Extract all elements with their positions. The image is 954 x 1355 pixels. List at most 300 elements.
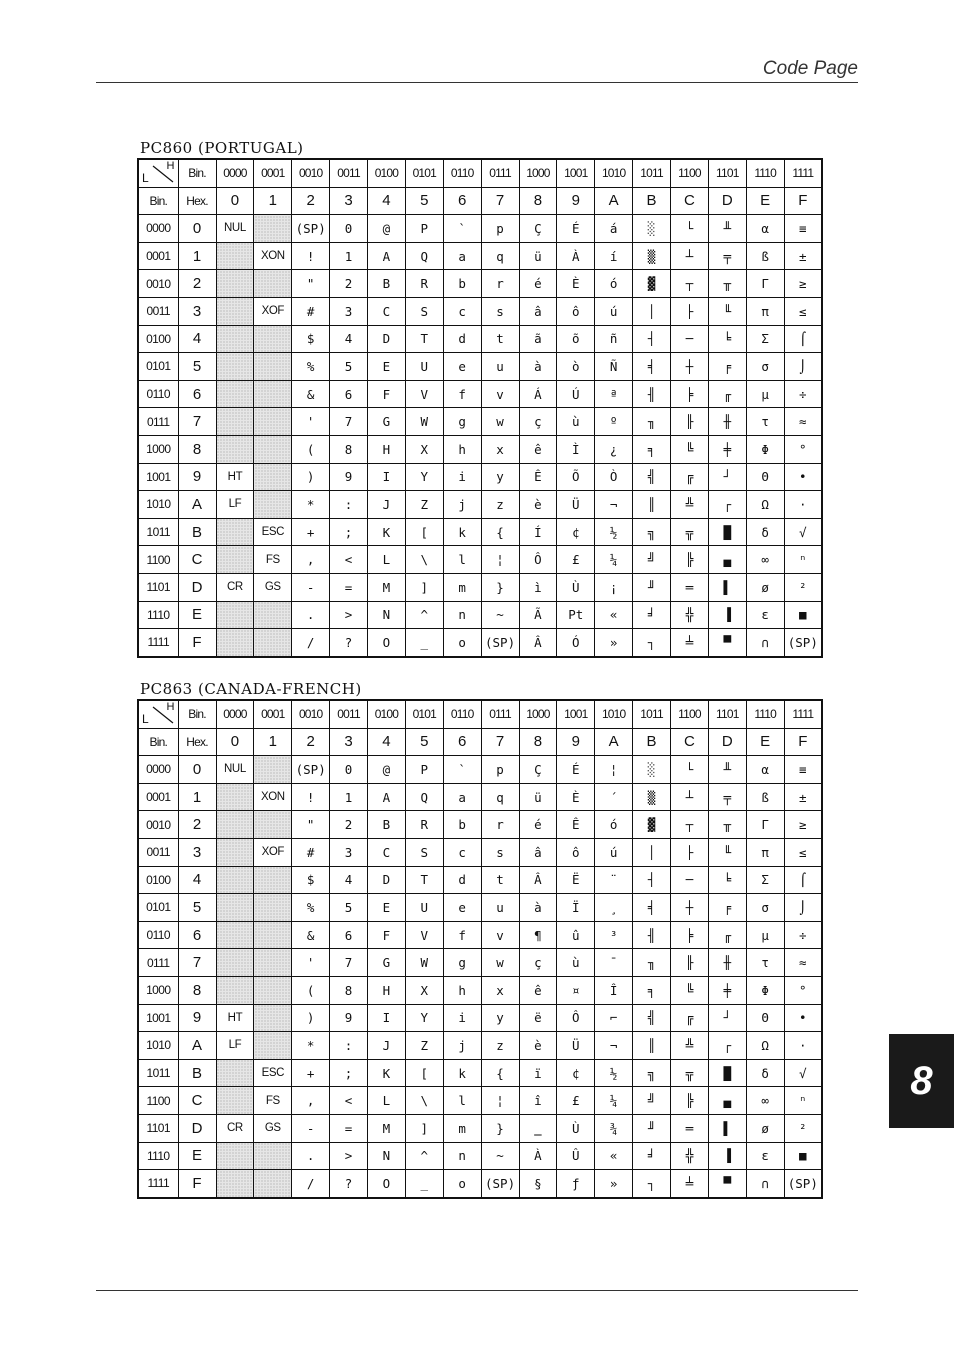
char-cell: ¼ (595, 1087, 633, 1115)
row-hex: C (178, 1087, 216, 1115)
char-cell: ) (292, 1004, 330, 1032)
char-cell (216, 629, 254, 657)
char-cell: ■ (784, 1142, 822, 1170)
char-cell: ┬ (671, 811, 709, 839)
char-cell: · (784, 491, 822, 519)
char-cell (216, 838, 254, 866)
table-row (138, 629, 822, 657)
char-cell: k (443, 1059, 481, 1087)
char-cell (216, 297, 254, 325)
char-cell: N (368, 601, 406, 629)
char-cell: \ (405, 546, 443, 574)
char-cell: τ (746, 949, 784, 977)
char-cell: ╨ (708, 215, 746, 243)
char-cell: d (443, 325, 481, 353)
char-cell (216, 270, 254, 298)
char-cell: GS (254, 573, 292, 601)
char-cell: FS (254, 546, 292, 574)
char-cell: w (481, 949, 519, 977)
char-cell: C (368, 297, 406, 325)
char-cell: ⁿ (784, 546, 822, 574)
char-cell: ▀ (708, 629, 746, 657)
char-cell: \ (405, 1087, 443, 1115)
char-cell: # (292, 297, 330, 325)
char-cell: ▀ (708, 1170, 746, 1198)
char-cell: ▓ (633, 270, 671, 298)
column-hex: 5 (405, 187, 443, 215)
table-row (138, 1059, 822, 1087)
row-hex: D (178, 1114, 216, 1142)
char-cell: I (368, 463, 406, 491)
column-hex: 2 (292, 728, 330, 756)
char-cell: ½ (595, 518, 633, 546)
char-cell: α (746, 756, 784, 784)
char-cell: Ê (557, 811, 595, 839)
char-cell: f (443, 921, 481, 949)
char-cell: ∩ (746, 1170, 784, 1198)
char-cell: ╥ (708, 270, 746, 298)
char-cell: 8 (330, 435, 368, 463)
char-cell: ( (292, 976, 330, 1004)
char-cell: n (443, 601, 481, 629)
char-cell: ⌡ (784, 894, 822, 922)
char-cell: ▄ (708, 1087, 746, 1115)
char-cell: LF (216, 1032, 254, 1060)
row-bin: 1110 (138, 601, 178, 629)
char-cell (254, 215, 292, 243)
char-cell: π (746, 838, 784, 866)
char-cell: Õ (557, 463, 595, 491)
char-cell: ╢ (633, 921, 671, 949)
char-cell: ê (519, 435, 557, 463)
char-cell: ÷ (784, 380, 822, 408)
char-cell (216, 380, 254, 408)
char-cell: ╟ (671, 408, 709, 436)
char-cell: Σ (746, 325, 784, 353)
char-cell: T (405, 866, 443, 894)
char-cell: . (292, 1142, 330, 1170)
char-cell: │ (633, 297, 671, 325)
column-hex: F (784, 187, 822, 215)
char-cell: _ (405, 1170, 443, 1198)
char-cell: F (368, 921, 406, 949)
char-cell: √ (784, 1059, 822, 1087)
char-cell: U (405, 353, 443, 381)
column-hex: 5 (405, 728, 443, 756)
char-cell (216, 866, 254, 894)
row-hex: D (178, 573, 216, 601)
char-cell: * (292, 1032, 330, 1060)
char-cell: 8 (330, 976, 368, 1004)
char-cell: ‗ (519, 1114, 557, 1142)
char-cell: ╜ (633, 1114, 671, 1142)
char-cell: (SP) (784, 1170, 822, 1198)
char-cell: (SP) (481, 629, 519, 657)
char-cell: Í (519, 518, 557, 546)
char-cell: = (330, 573, 368, 601)
char-cell: 3 (330, 297, 368, 325)
column-bin: 1100 (671, 700, 709, 728)
char-cell: ▐ (708, 601, 746, 629)
row-hex: 3 (178, 838, 216, 866)
char-cell (216, 894, 254, 922)
char-cell: ▓ (633, 811, 671, 839)
char-cell: y (481, 463, 519, 491)
char-cell: I (368, 1004, 406, 1032)
row-hex: 2 (178, 811, 216, 839)
char-cell: Ç (519, 756, 557, 784)
char-cell: X (405, 435, 443, 463)
column-hex: 7 (481, 728, 519, 756)
char-cell: ╣ (633, 463, 671, 491)
char-cell: 4 (330, 866, 368, 894)
char-cell: ? (330, 1170, 368, 1198)
char-cell: u (481, 353, 519, 381)
char-cell: ╒ (708, 894, 746, 922)
char-cell: « (595, 601, 633, 629)
char-cell: ╔ (671, 463, 709, 491)
page-header (96, 56, 858, 83)
char-cell: Â (519, 866, 557, 894)
char-cell: LF (216, 491, 254, 519)
row-bin: 1100 (138, 1087, 178, 1115)
column-hex: C (671, 187, 709, 215)
char-cell: ] (405, 1114, 443, 1142)
char-cell: & (292, 921, 330, 949)
char-cell: / (292, 629, 330, 657)
char-cell: ╡ (633, 353, 671, 381)
column-bin: 1110 (746, 159, 784, 187)
table-row (138, 921, 822, 949)
row-bin: 1100 (138, 546, 178, 574)
char-cell: ╦ (671, 518, 709, 546)
column-bin: 0001 (254, 700, 292, 728)
table-row (138, 270, 822, 298)
char-cell: ╕ (633, 976, 671, 1004)
char-cell: Â (519, 629, 557, 657)
row-hex: 1 (178, 242, 216, 270)
column-hex: 9 (557, 728, 595, 756)
char-cell: ² (784, 1114, 822, 1142)
char-cell: ╘ (708, 866, 746, 894)
header-row-hex (138, 187, 822, 215)
char-cell: ¬ (595, 491, 633, 519)
char-cell: , (292, 546, 330, 574)
row-bin: 1000 (138, 976, 178, 1004)
bin-label: Bin. (178, 700, 216, 728)
char-cell: % (292, 894, 330, 922)
char-cell: ; (330, 518, 368, 546)
char-cell: ╩ (671, 491, 709, 519)
column-bin: 1001 (557, 159, 595, 187)
char-cell: B (368, 811, 406, 839)
row-hex: E (178, 1142, 216, 1170)
column-hex: E (746, 187, 784, 215)
char-cell: ╞ (671, 921, 709, 949)
char-cell: D (368, 866, 406, 894)
char-cell: 6 (330, 921, 368, 949)
char-cell: ± (784, 783, 822, 811)
char-cell: % (292, 353, 330, 381)
char-cell: k (443, 518, 481, 546)
char-cell: ╬ (671, 1142, 709, 1170)
char-cell: ■ (784, 601, 822, 629)
char-cell (216, 601, 254, 629)
char-cell: à (519, 894, 557, 922)
column-bin: 0000 (216, 159, 254, 187)
column-hex: 8 (519, 728, 557, 756)
char-cell: ! (292, 242, 330, 270)
char-cell: σ (746, 894, 784, 922)
char-cell: ≥ (784, 270, 822, 298)
table-row (138, 297, 822, 325)
char-cell: z (481, 1032, 519, 1060)
row-bin: 0110 (138, 921, 178, 949)
char-cell: Û (557, 1142, 595, 1170)
char-cell: À (557, 242, 595, 270)
char-cell: ╠ (671, 1087, 709, 1115)
char-cell: τ (746, 408, 784, 436)
char-cell: F (368, 380, 406, 408)
hex-label: Hex. (178, 187, 216, 215)
char-cell: ╪ (708, 435, 746, 463)
column-bin: 0001 (254, 159, 292, 187)
char-cell: ß (746, 242, 784, 270)
char-cell: ╔ (671, 1004, 709, 1032)
char-cell: ¨ (595, 866, 633, 894)
char-cell: K (368, 1059, 406, 1087)
column-hex: 3 (330, 187, 368, 215)
char-cell: ┴ (671, 242, 709, 270)
char-cell: Φ (746, 435, 784, 463)
char-cell (216, 811, 254, 839)
row-bin: 0011 (138, 838, 178, 866)
char-cell: ╩ (671, 1032, 709, 1060)
char-cell: È (557, 783, 595, 811)
char-cell: Ù (557, 573, 595, 601)
char-cell: ¢ (557, 1059, 595, 1087)
page-title: Code Page (762, 58, 858, 79)
char-cell: q (481, 783, 519, 811)
char-cell (216, 976, 254, 1004)
column-hex: 0 (216, 187, 254, 215)
column-bin: 0010 (292, 159, 330, 187)
row-bin: 1011 (138, 518, 178, 546)
char-cell: P (405, 756, 443, 784)
char-cell: ≈ (784, 408, 822, 436)
char-cell: Ì (557, 435, 595, 463)
column-hex: B (633, 728, 671, 756)
row-bin: 1111 (138, 1170, 178, 1198)
char-cell: r (481, 270, 519, 298)
char-cell: ε (746, 1142, 784, 1170)
char-cell: ESC (254, 1059, 292, 1087)
row-hex: B (178, 518, 216, 546)
column-bin: 0110 (443, 159, 481, 187)
char-cell (216, 921, 254, 949)
char-cell: Ü (557, 491, 595, 519)
char-cell: ø (746, 573, 784, 601)
char-cell: v (481, 921, 519, 949)
char-cell: b (443, 270, 481, 298)
column-bin: 1011 (633, 700, 671, 728)
char-cell: HT (216, 1004, 254, 1032)
char-cell: $ (292, 325, 330, 353)
char-cell: • (784, 463, 822, 491)
char-cell: │ (633, 838, 671, 866)
char-cell: ╟ (671, 949, 709, 977)
char-cell: : (330, 491, 368, 519)
char-cell: ¶ (519, 921, 557, 949)
char-cell: ╚ (671, 976, 709, 1004)
char-cell: ╖ (633, 949, 671, 977)
row-hex: 5 (178, 894, 216, 922)
char-cell: A (368, 783, 406, 811)
char-cell: i (443, 463, 481, 491)
char-cell: J (368, 491, 406, 519)
char-cell: ║ (633, 491, 671, 519)
row-hex: 4 (178, 866, 216, 894)
char-cell (216, 518, 254, 546)
char-cell: # (292, 838, 330, 866)
char-cell: δ (746, 1059, 784, 1087)
char-cell: Z (405, 1032, 443, 1060)
char-cell: ▐ (708, 1142, 746, 1170)
column-bin: 1011 (633, 159, 671, 187)
row-hex: 2 (178, 270, 216, 298)
char-cell: Ô (519, 546, 557, 574)
char-cell: ═ (671, 1114, 709, 1142)
char-cell: : (330, 1032, 368, 1060)
char-cell (254, 949, 292, 977)
char-cell: ╪ (708, 976, 746, 1004)
row-hex: 6 (178, 380, 216, 408)
char-cell: D (368, 325, 406, 353)
table-row (138, 353, 822, 381)
row-hex: E (178, 601, 216, 629)
char-cell: ô (557, 297, 595, 325)
char-cell: Y (405, 463, 443, 491)
char-cell: ╒ (708, 353, 746, 381)
row-bin: 0111 (138, 949, 178, 977)
char-cell (216, 408, 254, 436)
char-cell: ├ (671, 838, 709, 866)
table-row (138, 1004, 822, 1032)
char-cell: S (405, 838, 443, 866)
char-cell: o (443, 629, 481, 657)
char-cell: § (519, 1170, 557, 1198)
char-cell: ╢ (633, 380, 671, 408)
char-cell: ≤ (784, 838, 822, 866)
char-cell: ` (443, 215, 481, 243)
char-cell: ≥ (784, 811, 822, 839)
char-cell: ▌ (708, 1114, 746, 1142)
row-bin: 0111 (138, 408, 178, 436)
char-cell: G (368, 408, 406, 436)
column-bin: 0100 (368, 159, 406, 187)
char-cell: ║ (633, 1032, 671, 1060)
char-cell (254, 866, 292, 894)
char-cell (216, 1087, 254, 1115)
char-cell: S (405, 297, 443, 325)
char-cell: E (368, 894, 406, 922)
char-cell: Pt (557, 601, 595, 629)
char-cell: ¤ (557, 976, 595, 1004)
char-cell: ╖ (633, 408, 671, 436)
char-cell: ' (292, 408, 330, 436)
char-cell: 7 (330, 949, 368, 977)
char-cell: Ê (519, 463, 557, 491)
char-cell: ü (519, 242, 557, 270)
char-cell: ─ (671, 325, 709, 353)
char-cell: î (519, 1087, 557, 1115)
char-cell: ¦ (481, 546, 519, 574)
char-cell: ¿ (595, 435, 633, 463)
header-row-bin (138, 159, 822, 187)
char-cell: ± (784, 242, 822, 270)
char-cell: ó (595, 811, 633, 839)
column-bin: 0111 (481, 700, 519, 728)
char-cell: x (481, 435, 519, 463)
column-bin: 1000 (519, 700, 557, 728)
column-bin: 1101 (708, 700, 746, 728)
char-cell: ╚ (671, 435, 709, 463)
char-cell: ì (519, 573, 557, 601)
char-cell (216, 546, 254, 574)
char-cell (254, 1170, 292, 1198)
char-cell (216, 783, 254, 811)
char-cell: ┌ (708, 1032, 746, 1060)
char-cell: s (481, 838, 519, 866)
char-cell: W (405, 408, 443, 436)
char-cell: V (405, 380, 443, 408)
row-bin: 0100 (138, 325, 178, 353)
char-cell: █ (708, 518, 746, 546)
char-cell: U (405, 894, 443, 922)
char-cell: · (784, 1032, 822, 1060)
char-cell: " (292, 811, 330, 839)
table-row (138, 1142, 822, 1170)
char-cell: { (481, 1059, 519, 1087)
char-cell: ┌ (708, 491, 746, 519)
char-cell (254, 408, 292, 436)
char-cell (254, 756, 292, 784)
column-hex: D (708, 187, 746, 215)
row-hex: 4 (178, 325, 216, 353)
char-cell: ╛ (633, 1142, 671, 1170)
char-cell: ` (443, 756, 481, 784)
char-cell: Ã (519, 601, 557, 629)
corner-h-label: H (166, 701, 175, 713)
char-cell: j (443, 1032, 481, 1060)
char-cell: Ò (595, 463, 633, 491)
char-cell: Φ (746, 976, 784, 1004)
char-cell: (SP) (481, 1170, 519, 1198)
char-cell: (SP) (292, 756, 330, 784)
char-cell: » (595, 1170, 633, 1198)
char-cell: M (368, 1114, 406, 1142)
char-cell: ╡ (633, 894, 671, 922)
char-cell: Ó (557, 629, 595, 657)
char-cell (254, 601, 292, 629)
row-bin: 0101 (138, 894, 178, 922)
char-cell: Θ (746, 463, 784, 491)
char-cell: XON (254, 783, 292, 811)
char-cell: » (595, 629, 633, 657)
char-cell: ô (557, 838, 595, 866)
char-cell: 5 (330, 353, 368, 381)
char-cell: ú (595, 838, 633, 866)
